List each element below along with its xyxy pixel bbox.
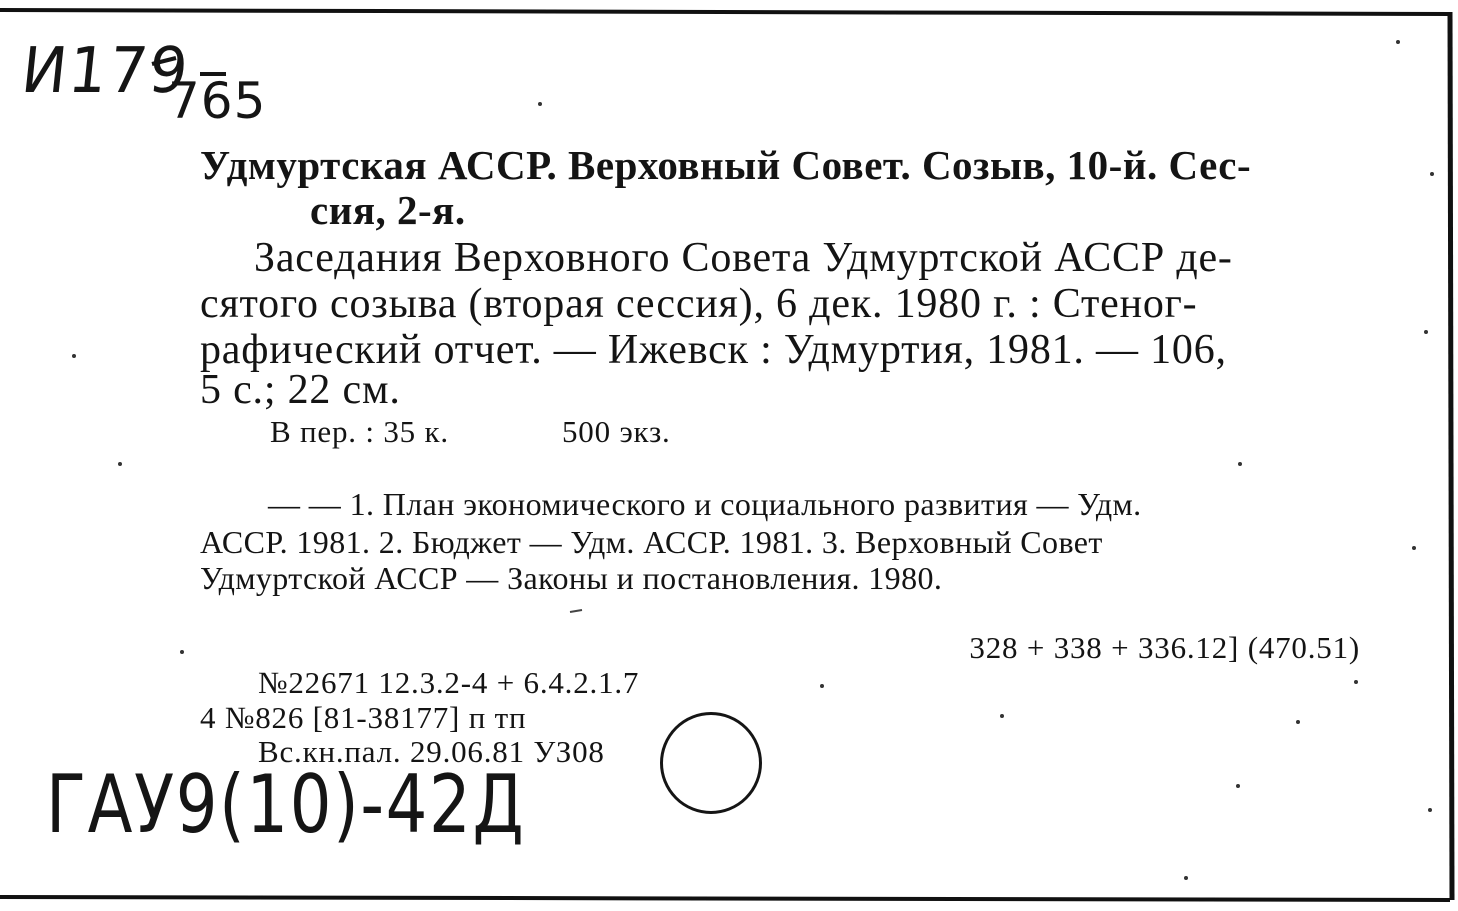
speck bbox=[1430, 172, 1434, 176]
stamp-circle bbox=[660, 712, 762, 814]
speck bbox=[1184, 876, 1188, 880]
title-line-4: 5 с.; 22 см. bbox=[200, 367, 401, 413]
classification: 328 + 338 + 336.12] (470.51) bbox=[969, 630, 1360, 665]
shelfmark-top: И179 bbox=[18, 34, 194, 108]
speck bbox=[538, 102, 542, 106]
title-line-2: сятого созыва (вторая сессия), 6 дек. 1980 г. : Стеног- bbox=[200, 281, 1198, 327]
codes-line-2: 4 №826 [81-38177] п тп bbox=[200, 700, 527, 735]
border-right bbox=[1450, 12, 1452, 900]
speck bbox=[1354, 680, 1358, 684]
codes-line-3: Вс.кн.пал. 29.06.81 УЗ08 bbox=[258, 734, 605, 769]
title-line-1: Заседания Верховного Совета Удмуртской АССР де- bbox=[254, 235, 1233, 281]
copies: 500 экз. bbox=[562, 414, 671, 449]
title-line-3: рафический отчет. — Ижевск : Удмуртия, 1981. — 106, bbox=[200, 327, 1227, 373]
subjects-line-2: АССР. 1981. 2. Бюджет — Удм. АССР. 1981. 3. Верховный Совет bbox=[200, 524, 1103, 560]
stray-mark bbox=[570, 610, 582, 612]
border-bottom bbox=[0, 897, 1450, 900]
speck bbox=[1412, 546, 1416, 550]
speck bbox=[180, 650, 184, 654]
speck bbox=[1396, 40, 1400, 44]
price: В пер. : 35 к. bbox=[270, 414, 449, 449]
speck bbox=[1296, 720, 1300, 724]
speck bbox=[72, 354, 76, 358]
subjects-line-1: — — 1. План экономического и социального развития — Удм. bbox=[268, 486, 1142, 522]
speck bbox=[1238, 462, 1242, 466]
speck bbox=[1428, 808, 1432, 812]
speck bbox=[118, 462, 122, 466]
speck bbox=[1424, 330, 1428, 334]
codes-line-1: №22671 12.3.2-4 + 6.4.2.1.7 bbox=[258, 665, 640, 700]
shelfmark-bottom: ГАУ9(10)-42Д bbox=[46, 758, 526, 851]
heading-line-2: сия, 2-я. bbox=[310, 187, 466, 233]
speck bbox=[1236, 784, 1240, 788]
speck bbox=[1000, 714, 1004, 718]
speck bbox=[820, 684, 824, 688]
shelfmark-sub: 765 bbox=[168, 72, 267, 130]
subjects-line-3: Удмуртской АССР — Законы и постановления. 1980. bbox=[200, 560, 943, 596]
heading-line-1: Удмуртская АССР. Верховный Совет. Созыв, 10-й. Сес- bbox=[200, 142, 1252, 188]
border-top bbox=[0, 10, 1450, 14]
